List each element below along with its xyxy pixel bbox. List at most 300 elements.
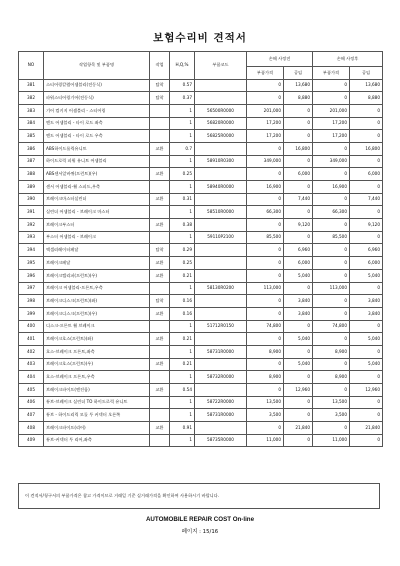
table-row	[19, 384, 383, 397]
footer-brand: AUTOMOBILE REPAIR COST On-line	[145, 516, 255, 523]
cell-no: 402	[19, 345, 44, 358]
cell-part-name: 하이드로릭 피워 유니트 어셈블리	[44, 155, 150, 168]
cell-part-name: 브레이크캘리퍼(프런트)(우)	[44, 269, 150, 282]
cell-before-price: 0	[247, 92, 284, 105]
cell-before-labor: 13,680	[284, 79, 313, 92]
table-row	[19, 282, 383, 295]
cell-part-code: 58722R0000	[195, 396, 247, 409]
cell-after-price: 201,000	[313, 104, 350, 117]
cell-before-labor: 5,040	[284, 269, 313, 282]
cell-hq: 1	[170, 371, 195, 384]
cell-after-price: 0	[313, 358, 350, 371]
cell-part-name: 부스터 어셈블리 - 브레이크	[44, 231, 150, 244]
cell-hq: 0.57	[170, 79, 195, 92]
cell-after-price: 74,800	[313, 320, 350, 333]
table-row	[19, 333, 383, 346]
cell-before-labor: 21,840	[284, 422, 313, 435]
table-row	[19, 104, 383, 117]
cell-after-labor: 12,960	[350, 384, 383, 397]
cell-part-code	[195, 307, 247, 320]
cell-part-name: 엔드 어셈블리 - 타이 로드 우측	[44, 130, 150, 143]
cell-after-price: 3,500	[313, 409, 350, 422]
table-row	[19, 434, 383, 447]
cell-before-price: 0	[247, 79, 284, 92]
cell-after-price: 0	[313, 333, 350, 346]
cell-part-code	[195, 422, 247, 435]
cell-work	[150, 117, 170, 130]
cell-before-price: 8,900	[247, 345, 284, 358]
cell-work: 교환	[150, 168, 170, 181]
cell-part-code: 58731R0000	[195, 345, 247, 358]
cell-no: 396	[19, 269, 44, 282]
cell-before-price: 8,900	[247, 371, 284, 384]
cell-part-name: 브레이크마스터실린더	[44, 193, 150, 206]
table-row	[19, 257, 383, 270]
cell-before-labor: 0	[284, 117, 313, 130]
cell-no: 391	[19, 206, 44, 219]
cell-hq: 1	[170, 231, 195, 244]
cell-work: 교환	[150, 142, 170, 155]
cell-work	[150, 320, 170, 333]
cell-part-code: 59110P2100	[195, 231, 247, 244]
cell-work: 교환	[150, 257, 170, 270]
cell-no: 381	[19, 79, 44, 92]
cell-no: 400	[19, 320, 44, 333]
cell-hq: 1	[170, 434, 195, 447]
cell-hq: 0.29	[170, 244, 195, 257]
cell-after-labor: 5,040	[350, 358, 383, 371]
table-row	[19, 396, 383, 409]
cell-before-price: 0	[247, 269, 284, 282]
cell-before-labor: 6,960	[284, 244, 313, 257]
table-row	[19, 92, 383, 105]
cell-hq: 1	[170, 117, 195, 130]
cell-work	[150, 231, 170, 244]
cell-before-labor: 0	[284, 206, 313, 219]
cell-part-code	[195, 219, 247, 232]
cell-after-labor: 0	[350, 409, 383, 422]
page-number: 페이지 : 15/16	[181, 529, 219, 535]
cell-after-price: 11,000	[313, 434, 350, 447]
cell-work	[150, 130, 170, 143]
cell-part-name: 브레이크디스크(프런트)(좌)	[44, 295, 150, 308]
cell-after-price: 0	[313, 79, 350, 92]
cell-before-labor: 0	[284, 231, 313, 244]
table-row	[19, 155, 383, 168]
cell-before-labor: 9,120	[284, 219, 313, 232]
cell-part-name: 브레이크페달	[44, 257, 150, 270]
cell-no: 388	[19, 168, 44, 181]
cell-part-name: 브레이크호스(프런트)(우)	[44, 358, 150, 371]
cell-work	[150, 345, 170, 358]
cell-no: 404	[19, 371, 44, 384]
cell-after-labor: 0	[350, 282, 383, 295]
cell-before-price: 0	[247, 358, 284, 371]
cell-no: 392	[19, 219, 44, 232]
cell-after-labor: 0	[350, 206, 383, 219]
cell-part-code	[195, 193, 247, 206]
cell-work: 탈착	[150, 79, 170, 92]
cell-no: 397	[19, 282, 44, 295]
cell-part-name: 디스크-프론트 휠 브레이크	[44, 320, 150, 333]
cell-after-labor: 13,680	[350, 79, 383, 92]
cell-after-price: 113,000	[313, 282, 350, 295]
cell-before-price: 74,800	[247, 320, 284, 333]
cell-work	[150, 396, 170, 409]
header-before-adjustment: 손해 사정전	[247, 52, 313, 67]
cell-before-labor: 0	[284, 130, 313, 143]
cell-before-price: 349,000	[247, 155, 284, 168]
cell-part-name: 브레이크파이프(엔진룸)	[44, 384, 150, 397]
cell-before-price: 0	[247, 257, 284, 270]
cell-after-labor: 6,960	[350, 244, 383, 257]
cell-before-labor: 8,880	[284, 92, 313, 105]
cell-after-labor: 0	[350, 320, 383, 333]
cell-part-code: 56500R0000	[195, 104, 247, 117]
cell-part-code	[195, 384, 247, 397]
cell-before-labor: 12,960	[284, 384, 313, 397]
table-row	[19, 168, 383, 181]
table-row	[19, 142, 383, 155]
cell-after-labor: 0	[350, 130, 383, 143]
cell-part-code	[195, 244, 247, 257]
cell-after-labor: 6,000	[350, 257, 383, 270]
cell-before-labor: 0	[284, 282, 313, 295]
cell-before-price: 113,000	[247, 282, 284, 295]
cell-before-price: 201,000	[247, 104, 284, 117]
cell-part-name: 튜브 - 하이드리릭 모듈 투 커넥터 오른쪽	[44, 409, 150, 422]
cell-before-price: 0	[247, 244, 284, 257]
cell-after-price: 0	[313, 142, 350, 155]
cell-no: 387	[19, 155, 44, 168]
cell-before-labor: 0	[284, 409, 313, 422]
cell-after-labor: 0	[350, 104, 383, 117]
cell-after-labor: 8,880	[350, 92, 383, 105]
estimate-rows	[19, 79, 383, 447]
cell-hq: 0.7	[170, 142, 195, 155]
cell-part-name: 튜브-커넥터 투 리어,좌측	[44, 434, 150, 447]
cell-after-labor: 16,800	[350, 142, 383, 155]
cell-no: 407	[19, 409, 44, 422]
cell-before-labor: 6,000	[284, 168, 313, 181]
cell-work: 교환	[150, 422, 170, 435]
cell-before-labor: 7,440	[284, 193, 313, 206]
cell-part-code: 58735R0000	[195, 434, 247, 447]
table-row	[19, 219, 383, 232]
cell-after-price: 0	[313, 384, 350, 397]
cell-after-price: 0	[313, 92, 350, 105]
cell-hq: 1	[170, 345, 195, 358]
cell-work: 교환	[150, 384, 170, 397]
cell-part-code: 58910R0300	[195, 155, 247, 168]
cell-part-name: 기어 컴키지 어셈블리 - 스티어링	[44, 104, 150, 117]
cell-before-price: 11,000	[247, 434, 284, 447]
header-after-price: 부품가격	[313, 67, 350, 80]
cell-after-price: 17,200	[313, 117, 350, 130]
cell-part-name: 브레이크부스터	[44, 219, 150, 232]
cell-before-price: 0	[247, 307, 284, 320]
cell-hq: 1	[170, 181, 195, 194]
table-row	[19, 181, 383, 194]
cell-part-name: 브레이크파이프(리어)	[44, 422, 150, 435]
cell-before-price: 0	[247, 333, 284, 346]
cell-no: 382	[19, 92, 44, 105]
cell-hq: 0.31	[170, 193, 195, 206]
cell-no: 401	[19, 333, 44, 346]
cell-part-code	[195, 142, 247, 155]
cell-part-name: 브레이크 어셈블리-프론트,우측	[44, 282, 150, 295]
cell-part-name: 브레이크호스(프런트)(좌)	[44, 333, 150, 346]
table-row	[19, 193, 383, 206]
cell-before-labor: 0	[284, 371, 313, 384]
cell-no: 395	[19, 257, 44, 270]
cell-no: 394	[19, 244, 44, 257]
cell-after-price: 8,900	[313, 371, 350, 384]
cell-hq: 1	[170, 206, 195, 219]
header-part-code: 부품코드	[195, 52, 247, 80]
cell-part-code: 58731R0000	[195, 409, 247, 422]
cell-work: 탈착	[150, 92, 170, 105]
cell-before-labor: 0	[284, 396, 313, 409]
table-row	[19, 371, 383, 384]
cell-after-price: 0	[313, 257, 350, 270]
cell-before-labor: 0	[284, 345, 313, 358]
cell-no: 385	[19, 130, 44, 143]
cell-before-labor: 5,040	[284, 358, 313, 371]
cell-after-price: 349,000	[313, 155, 350, 168]
cell-hq: 0.25	[170, 257, 195, 270]
cell-hq: 0.16	[170, 295, 195, 308]
cell-hq: 0.91	[170, 422, 195, 435]
cell-after-price: 0	[313, 244, 350, 257]
table-row	[19, 307, 383, 320]
cell-part-code: 58940R0000	[195, 181, 247, 194]
cell-before-price: 16,900	[247, 181, 284, 194]
cell-hq: 0.21	[170, 358, 195, 371]
cell-after-labor: 9,120	[350, 219, 383, 232]
cell-work: 탈착	[150, 244, 170, 257]
table-row	[19, 269, 383, 282]
cell-part-code	[195, 92, 247, 105]
cell-work	[150, 155, 170, 168]
cell-no: 409	[19, 434, 44, 447]
table-row	[19, 130, 383, 143]
table-row	[19, 345, 383, 358]
cell-before-labor: 0	[284, 155, 313, 168]
table-row	[19, 231, 383, 244]
cell-no: 390	[19, 193, 44, 206]
cell-part-code	[195, 358, 247, 371]
cell-no: 399	[19, 307, 44, 320]
cell-work	[150, 206, 170, 219]
cell-no: 403	[19, 358, 44, 371]
cell-before-labor: 0	[284, 181, 313, 194]
table-row	[19, 409, 383, 422]
estimate-table	[18, 51, 383, 447]
cell-after-labor: 3,840	[350, 307, 383, 320]
cell-hq: 1	[170, 320, 195, 333]
cell-work: 교환	[150, 333, 170, 346]
cell-part-name: 브레이크디스크(프런트)(우)	[44, 307, 150, 320]
cell-part-name: 센서 어셈블리-휠 스피드,우측	[44, 181, 150, 194]
cell-before-price: 0	[247, 219, 284, 232]
cell-after-price: 0	[313, 168, 350, 181]
cell-before-price: 13,500	[247, 396, 284, 409]
cell-hq: 0.54	[170, 384, 195, 397]
cell-hq: 0.25	[170, 168, 195, 181]
cell-after-price: 0	[313, 219, 350, 232]
cell-before-price: 0	[247, 384, 284, 397]
cell-part-name: 액셀러레이터페달	[44, 244, 150, 257]
cell-before-labor: 0	[284, 434, 313, 447]
cell-before-price: 0	[247, 422, 284, 435]
cell-before-labor: 0	[284, 320, 313, 333]
cell-no: 405	[19, 384, 44, 397]
cell-before-labor: 6,000	[284, 257, 313, 270]
header-after-adjustment: 손해 사정후	[313, 52, 383, 67]
cell-before-price: 3,500	[247, 409, 284, 422]
header-after-labor: 공임	[350, 67, 383, 80]
cell-no: 398	[19, 295, 44, 308]
table-row	[19, 244, 383, 257]
cell-before-labor: 0	[284, 104, 313, 117]
table-row	[19, 320, 383, 333]
cell-after-labor: 0	[350, 155, 383, 168]
cell-part-code: 58130R0200	[195, 282, 247, 295]
cell-part-name: ABS하이드롤릭유니트	[44, 142, 150, 155]
cell-no: 386	[19, 142, 44, 155]
cell-after-labor: 0	[350, 434, 383, 447]
cell-part-code	[195, 257, 247, 270]
cell-hq: 0.21	[170, 333, 195, 346]
cell-work: 교환	[150, 307, 170, 320]
cell-hq: 0.16	[170, 307, 195, 320]
header-work: 작업	[150, 52, 170, 80]
table-row	[19, 422, 383, 435]
cell-hq: 0.38	[170, 219, 195, 232]
cell-after-price: 0	[313, 193, 350, 206]
cell-after-labor: 0	[350, 371, 383, 384]
cell-part-name: 스티어링칼럼어셈블리(전동식)	[44, 79, 150, 92]
cell-after-labor: 6,000	[350, 168, 383, 181]
cell-before-labor: 3,840	[284, 295, 313, 308]
cell-before-price: 0	[247, 168, 284, 181]
cell-before-price: 17,200	[247, 117, 284, 130]
header-no: NO	[19, 52, 44, 80]
cell-before-price: 0	[247, 295, 284, 308]
header-hq: H,Q,%	[170, 52, 195, 80]
cell-after-price: 8,900	[313, 345, 350, 358]
cell-work: 교환	[150, 358, 170, 371]
table-row	[19, 206, 383, 219]
cell-part-code	[195, 168, 247, 181]
cell-before-price: 85,500	[247, 231, 284, 244]
cell-part-name: 파워스티어링기어(전동식)	[44, 92, 150, 105]
cell-before-labor: 3,840	[284, 307, 313, 320]
cell-before-price: 0	[247, 142, 284, 155]
cell-before-labor: 5,040	[284, 333, 313, 346]
table-row	[19, 295, 383, 308]
cell-after-price: 13,500	[313, 396, 350, 409]
cell-after-price: 85,500	[313, 231, 350, 244]
cell-part-code: 58510R0000	[195, 206, 247, 219]
cell-after-labor: 0	[350, 181, 383, 194]
cell-hq: 1	[170, 104, 195, 117]
price-notice-text: 이 견적서/청구서의 부품가격은 참고 가격이므로 거래일 기준 실거래가격을 확인하여 사용하시기 바랍니다.	[25, 493, 220, 498]
cell-no: 406	[19, 396, 44, 409]
cell-work: 교환	[150, 193, 170, 206]
cell-after-price: 17,200	[313, 130, 350, 143]
cell-part-name: 엔드 어셈블리 - 타이 로드 좌측	[44, 117, 150, 130]
cell-part-name: ABS센서앞바퀴(프런트)(우)	[44, 168, 150, 181]
cell-before-price: 0	[247, 193, 284, 206]
cell-work	[150, 282, 170, 295]
cell-part-code	[195, 295, 247, 308]
cell-before-price: 66,300	[247, 206, 284, 219]
cell-after-labor: 5,040	[350, 269, 383, 282]
cell-part-code	[195, 269, 247, 282]
cell-part-code: 51712R0150	[195, 320, 247, 333]
cell-after-price: 0	[313, 307, 350, 320]
cell-hq: 1	[170, 396, 195, 409]
cell-work: 교환	[150, 269, 170, 282]
cell-after-price: 0	[313, 295, 350, 308]
document-title: 보험수리비 견적서	[153, 32, 247, 44]
cell-work	[150, 409, 170, 422]
cell-after-labor: 0	[350, 231, 383, 244]
cell-before-price: 17,200	[247, 130, 284, 143]
cell-after-labor: 0	[350, 345, 383, 358]
cell-after-labor: 0	[350, 396, 383, 409]
table-row	[19, 79, 383, 92]
cell-part-name: 호스-브레이크 프론트,좌측	[44, 345, 150, 358]
cell-hq: 1	[170, 130, 195, 143]
cell-after-labor: 7,440	[350, 193, 383, 206]
cell-work	[150, 434, 170, 447]
cell-hq: 1	[170, 155, 195, 168]
cell-after-labor: 0	[350, 117, 383, 130]
cell-part-name: 튜브-브레이크 실린더 TO 하이드로릭 유니트	[44, 396, 150, 409]
cell-work	[150, 371, 170, 384]
cell-part-code: 56820R0000	[195, 117, 247, 130]
cell-hq: 0.21	[170, 269, 195, 282]
cell-part-code: 56825R0000	[195, 130, 247, 143]
cell-work: 교환	[150, 219, 170, 232]
cell-work	[150, 181, 170, 194]
cell-work	[150, 104, 170, 117]
header-before-price: 부품가격	[247, 67, 284, 80]
cell-after-labor: 21,840	[350, 422, 383, 435]
price-notice	[18, 483, 380, 509]
cell-after-price: 0	[313, 422, 350, 435]
cell-after-labor: 3,840	[350, 295, 383, 308]
cell-part-name: 호스-브레이크 프론트,우측	[44, 371, 150, 384]
cell-part-name: 실린더 어셈블리 - 브레이크 마스터	[44, 206, 150, 219]
table-row	[19, 358, 383, 371]
cell-part-code: 58732R0000	[195, 371, 247, 384]
cell-part-code	[195, 79, 247, 92]
cell-after-labor: 5,040	[350, 333, 383, 346]
cell-after-price: 66,300	[313, 206, 350, 219]
cell-no: 383	[19, 104, 44, 117]
cell-no: 389	[19, 181, 44, 194]
cell-no: 393	[19, 231, 44, 244]
cell-hq: 0.37	[170, 92, 195, 105]
cell-after-price: 16,900	[313, 181, 350, 194]
cell-hq: 1	[170, 409, 195, 422]
cell-after-price: 0	[313, 269, 350, 282]
cell-hq: 1	[170, 282, 195, 295]
